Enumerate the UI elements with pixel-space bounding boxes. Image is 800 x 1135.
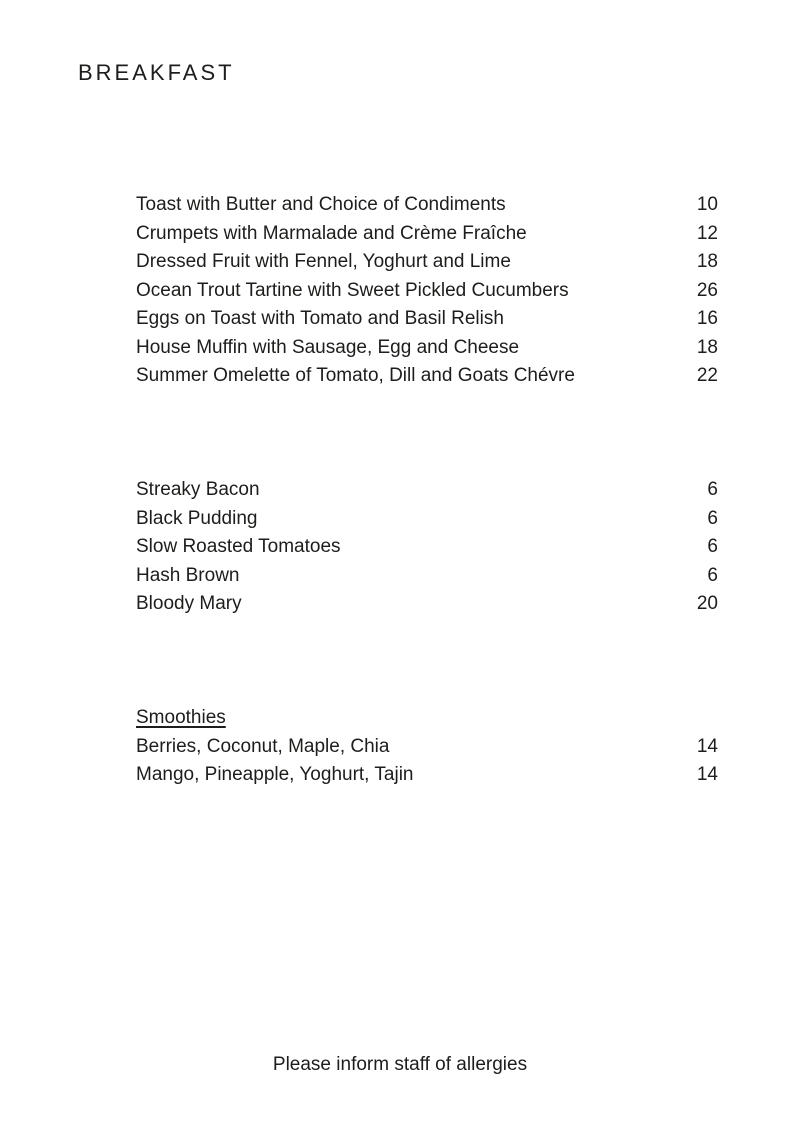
menu-item-name: House Muffin with Sausage, Egg and Cheese: [136, 336, 520, 358]
menu-item-name: Ocean Trout Tartine with Sweet Pickled Cucumbers: [136, 279, 569, 301]
menu-item-price: 20: [696, 593, 718, 614]
menu-item-name: Mango, Pineapple, Yoghurt, Tajin: [136, 764, 414, 785]
menu-item-price: 16: [696, 308, 718, 329]
menu-item-row: [136, 733, 718, 762]
menu-item-row: [136, 476, 718, 505]
menu-item-price: 6: [707, 479, 718, 500]
menu-item-row: [136, 277, 718, 306]
menu-item-name: Bloody Mary: [136, 593, 242, 614]
menu-item-row: [136, 590, 718, 619]
menu-section-mains: [136, 191, 718, 391]
menu-item-row: [136, 362, 718, 391]
menu-item-name: Slow Roasted Tomatoes: [136, 536, 341, 557]
menu-item-row: [136, 761, 718, 790]
menu-item-row: [136, 533, 718, 562]
menu-item-name: Eggs on Toast with Tomato and Basil Relish: [136, 308, 504, 329]
section-heading: Smoothies: [136, 707, 226, 728]
menu-section-smoothies: [136, 704, 718, 790]
menu-item-name: Black Pudding: [136, 507, 258, 529]
menu-item-name: Summer Omelette of Tomato, Dill and Goats Chévre: [136, 365, 575, 386]
menu-item-row: [136, 248, 718, 277]
menu-item-name: Dressed Fruit with Fennel, Yoghurt and Lime: [136, 251, 511, 272]
menu-item-row: [136, 562, 718, 591]
menu-item-price: 26: [696, 279, 718, 301]
allergy-notice: Please inform staff of allergies: [272, 1054, 528, 1075]
menu-item-name: Toast with Butter and Choice of Condiments: [136, 194, 506, 215]
menu-item-name: Crumpets with Marmalade and Crème Fraîche: [136, 222, 527, 244]
menu-item-row: [136, 191, 718, 220]
menu-item-name: Berries, Coconut, Maple, Chia: [136, 735, 390, 757]
menu-item-price: 6: [707, 564, 718, 586]
menu-item-row: [136, 334, 718, 363]
menu-item-price: 14: [696, 735, 718, 757]
menu-item-name: Hash Brown: [136, 564, 240, 586]
menu-item-row: [136, 505, 718, 534]
menu-item-price: 14: [696, 764, 718, 785]
menu-item-price: 22: [696, 365, 718, 386]
menu-item-name: Streaky Bacon: [136, 479, 260, 500]
menu-item-row: [136, 305, 718, 334]
menu-item-row: [136, 220, 718, 249]
menu-section-sides: [136, 476, 718, 619]
menu-item-price: 10: [696, 194, 718, 215]
menu-item-price: 12: [696, 222, 718, 244]
menu-item-price: 6: [707, 507, 718, 529]
menu-item-price: 18: [696, 336, 718, 358]
menu-item-price: 6: [707, 536, 718, 557]
page-title: BREAKFAST: [78, 60, 235, 85]
menu-item-price: 18: [696, 251, 718, 272]
